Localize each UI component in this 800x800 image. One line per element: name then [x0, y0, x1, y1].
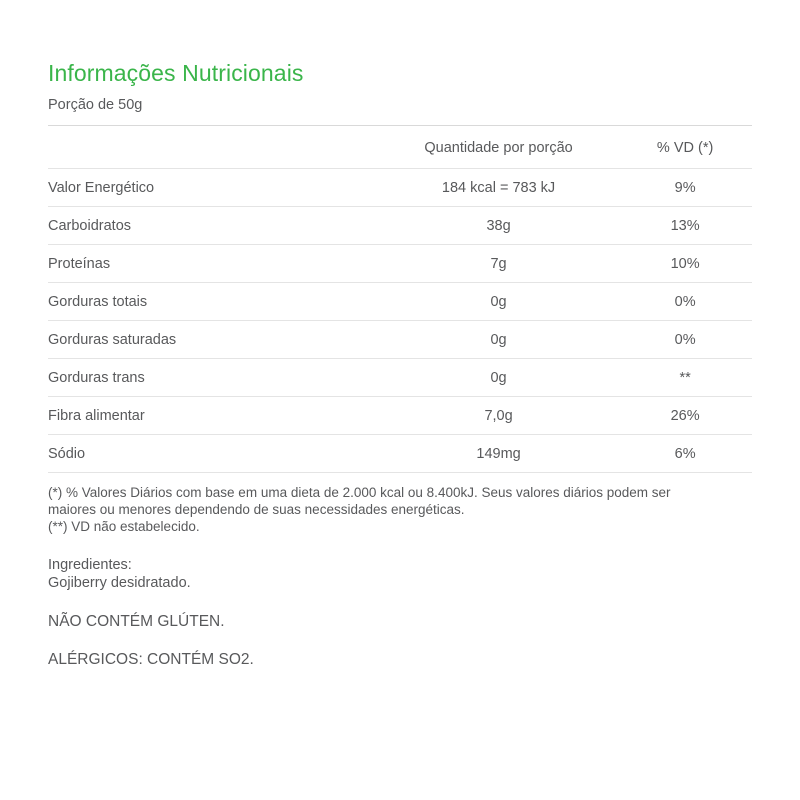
nutrient-name: Proteínas: [48, 245, 379, 283]
table-body: [48, 169, 752, 473]
nutrient-quantity: 7g: [379, 245, 618, 283]
table-header-row: [48, 126, 752, 169]
nutrient-quantity: 0g: [379, 283, 618, 321]
footnote-not-established: (**) VD não estabelecido.: [48, 518, 200, 534]
nutrient-dv: 6%: [618, 435, 752, 473]
nutrient-name: Gorduras totais: [48, 283, 379, 321]
nutrient-name: Valor Energético: [48, 169, 379, 207]
ingredients-block: [48, 556, 752, 594]
nutrient-dv: **: [618, 359, 752, 397]
table-row: [48, 435, 752, 473]
nutrient-dv: 10%: [618, 245, 752, 283]
table-row: [48, 283, 752, 321]
nutrient-quantity: 184 kcal = 783 kJ: [379, 169, 618, 207]
nutrient-quantity: 38g: [379, 207, 618, 245]
nutrient-quantity: 149mg: [379, 435, 618, 473]
nutrient-dv: 26%: [618, 397, 752, 435]
nutrient-dv: 0%: [618, 283, 752, 321]
nutrient-quantity: 0g: [379, 321, 618, 359]
table-row: [48, 359, 752, 397]
column-header-nutrient: [48, 126, 379, 169]
nutrient-name: Fibra alimentar: [48, 397, 379, 435]
footnote-daily-values-line1: (*) % Valores Diários com base em uma dieta de 2.000 kcal ou 8.400kJ. Seus valores diários podem ser: [48, 485, 671, 500]
nutrient-dv: 0%: [618, 321, 752, 359]
nutrient-quantity: 0g: [379, 359, 618, 397]
nutrient-name: Gorduras saturadas: [48, 321, 379, 359]
footnotes: [48, 485, 752, 536]
table-row: [48, 321, 752, 359]
ingredients-label: Ingredientes:: [48, 556, 132, 573]
table-row: [48, 169, 752, 207]
ingredients-value: Gojiberry desidratado.: [48, 575, 191, 592]
nutrient-dv: 9%: [618, 169, 752, 207]
nutrient-name: Sódio: [48, 435, 379, 473]
column-header-dv: % VD (*): [618, 126, 752, 169]
table-row: [48, 397, 752, 435]
gluten-statement: NÃO CONTÉM GLÚTEN.: [48, 613, 225, 631]
column-header-quantity: Quantidade por porção: [379, 126, 618, 169]
page-title: Informações Nutricionais: [48, 60, 304, 86]
nutrient-name: Gorduras trans: [48, 359, 379, 397]
nutrient-dv: 13%: [618, 207, 752, 245]
table-header: [48, 126, 752, 169]
table-row: [48, 207, 752, 245]
footnote-daily-values-line2: maiores ou menores dependendo de suas necessidades energéticas.: [48, 501, 465, 517]
table-row: [48, 245, 752, 283]
allergen-statement: ALÉRGICOS: CONTÉM SO2.: [48, 651, 254, 669]
nutrition-table: [48, 126, 752, 473]
nutrient-name: Carboidratos: [48, 207, 379, 245]
nutrient-quantity: 7,0g: [379, 397, 618, 435]
serving-size-text: Porção de 50g: [48, 97, 143, 113]
